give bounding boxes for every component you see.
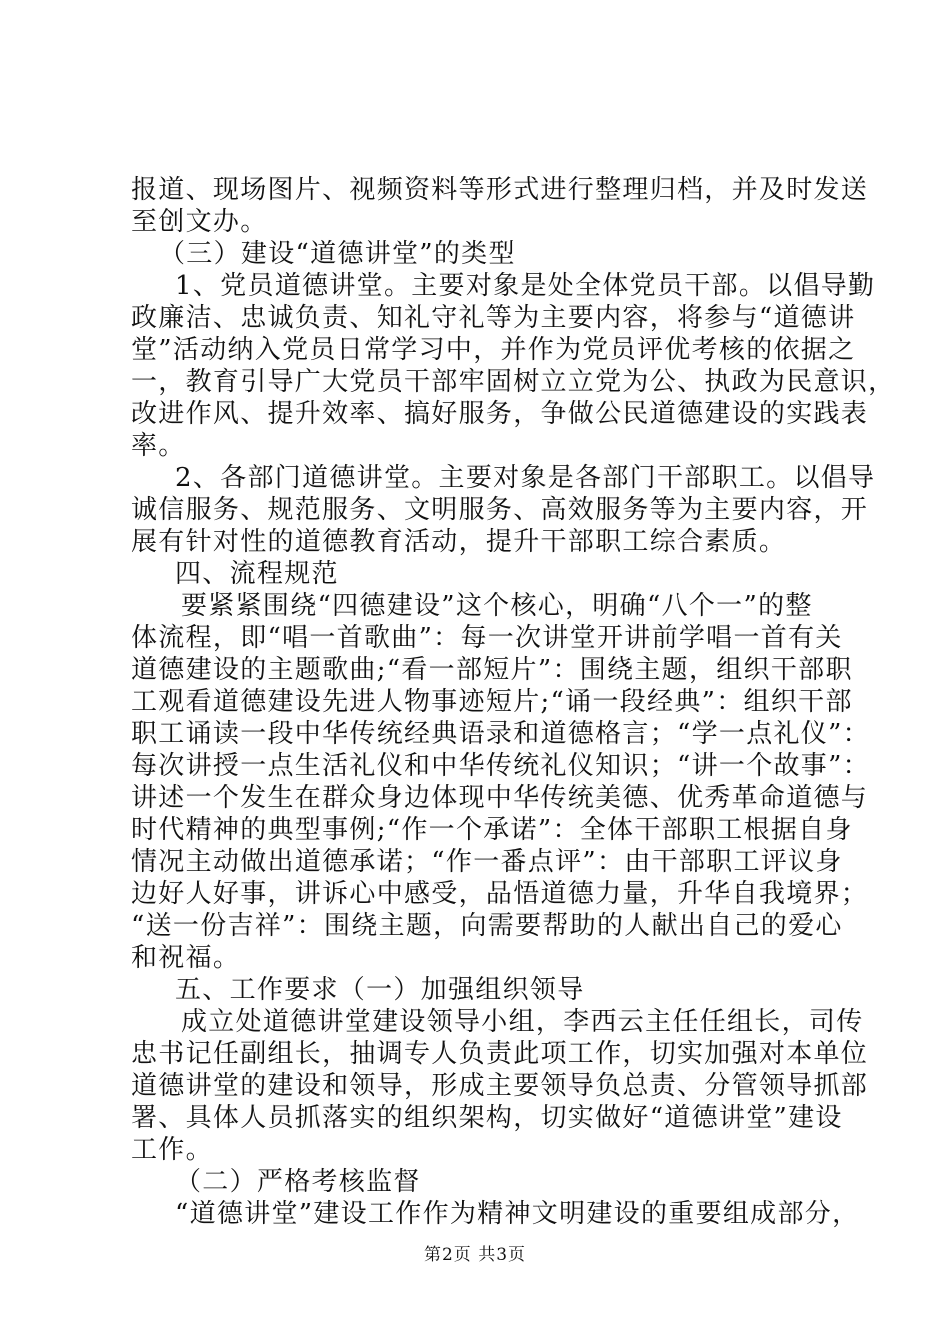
page-number-footer: 第2页 共3页 bbox=[423, 1245, 527, 1265]
body-line: 工作。 bbox=[131, 1135, 213, 1165]
body-line: 成立处道德讲堂建设领导小组，李西云主任任组长，司传 bbox=[181, 1007, 864, 1037]
body-line: 情况主动做出道德承诺；“作一番点评”：由干部职工评议身 bbox=[131, 847, 843, 877]
body-line: 2、各部门道德讲堂。主要对象是各部门干部职工。以倡导 bbox=[175, 463, 876, 493]
body-line: 工观看道德建设先进人物事迹短片;“诵一段经典”：组织干部 bbox=[131, 687, 853, 717]
section-heading: （三）建设“道德讲堂”的类型 bbox=[159, 239, 516, 269]
body-line: 至创文办。 bbox=[131, 207, 268, 237]
body-line: 率。 bbox=[131, 431, 186, 461]
section-heading: 四、流程规范 bbox=[175, 559, 339, 589]
body-line: 要紧紧围绕“四德建设”这个核心，明确“八个一”的整 bbox=[181, 591, 813, 621]
section-heading: 五、工作要求（一）加强组织领导 bbox=[175, 975, 585, 1005]
body-line: 每次讲授一点生活礼仪和中华传统礼仪知识；“讲一个故事”： bbox=[131, 751, 870, 781]
body-line: 道德讲堂的建设和领导，形成主要领导负总责、分管领导抓部 bbox=[131, 1071, 869, 1101]
body-line: 时代精神的典型事例;“作一个承诺”：全体干部职工根据自身 bbox=[131, 815, 853, 845]
body-line: 诚信服务、规范服务、文明服务、高效服务等为主要内容，开 bbox=[131, 495, 869, 525]
body-line: 堂”活动纳入党员日常学习中，并作为党员评优考核的依据之 bbox=[131, 335, 856, 365]
body-line: 报道、现场图片、视频资料等形式进行整理归档，并及时发送 bbox=[131, 175, 869, 205]
body-line: 政廉洁、忠诚负责、知礼守礼等为主要内容，将参与“道德讲 bbox=[131, 303, 856, 333]
body-line: 边好人好事，讲诉心中感受，品悟道德力量，升华自我境界； bbox=[131, 879, 869, 909]
body-line: 讲述一个发生在群众身边体现中华传统美德、优秀革命道德与 bbox=[131, 783, 869, 813]
body-line: 展有针对性的道德教育活动，提升干部职工综合素质。 bbox=[131, 527, 787, 557]
body-line: 1、党员道德讲堂。主要对象是处全体党员干部。以倡导勤 bbox=[175, 271, 876, 301]
body-line: 和祝福。 bbox=[131, 943, 241, 973]
body-line: 职工诵读一段中华传统经典语录和道德格言；“学一点礼仪”： bbox=[131, 719, 870, 749]
body-line: “送一份吉祥”：围绕主题，向需要帮助的人献出自己的爱心 bbox=[131, 911, 843, 941]
section-heading: （二）严格考核监督 bbox=[175, 1167, 421, 1197]
body-line: 一，教育引导广大党员干部牢固树立立党为公、执政为民意识， bbox=[131, 367, 896, 397]
body-line: 忠书记任副组长，抽调专人负责此项工作，切实加强对本单位 bbox=[131, 1039, 869, 1069]
body-line: “道德讲堂”建设工作作为精神文明建设的重要组成部分， bbox=[175, 1199, 860, 1229]
body-line: 改进作风、提升效率、搞好服务，争做公民道德建设的实践表 bbox=[131, 399, 869, 429]
body-line: 体流程，即“唱一首歌曲”：每一次讲堂开讲前学唱一首有关 bbox=[131, 623, 843, 653]
body-line: 署、具体人员抓落实的组织架构，切实做好“道德讲堂”建设 bbox=[131, 1103, 843, 1133]
body-line: 道德建设的主题歌曲;“看一部短片”：围绕主题，组织干部职 bbox=[131, 655, 853, 685]
